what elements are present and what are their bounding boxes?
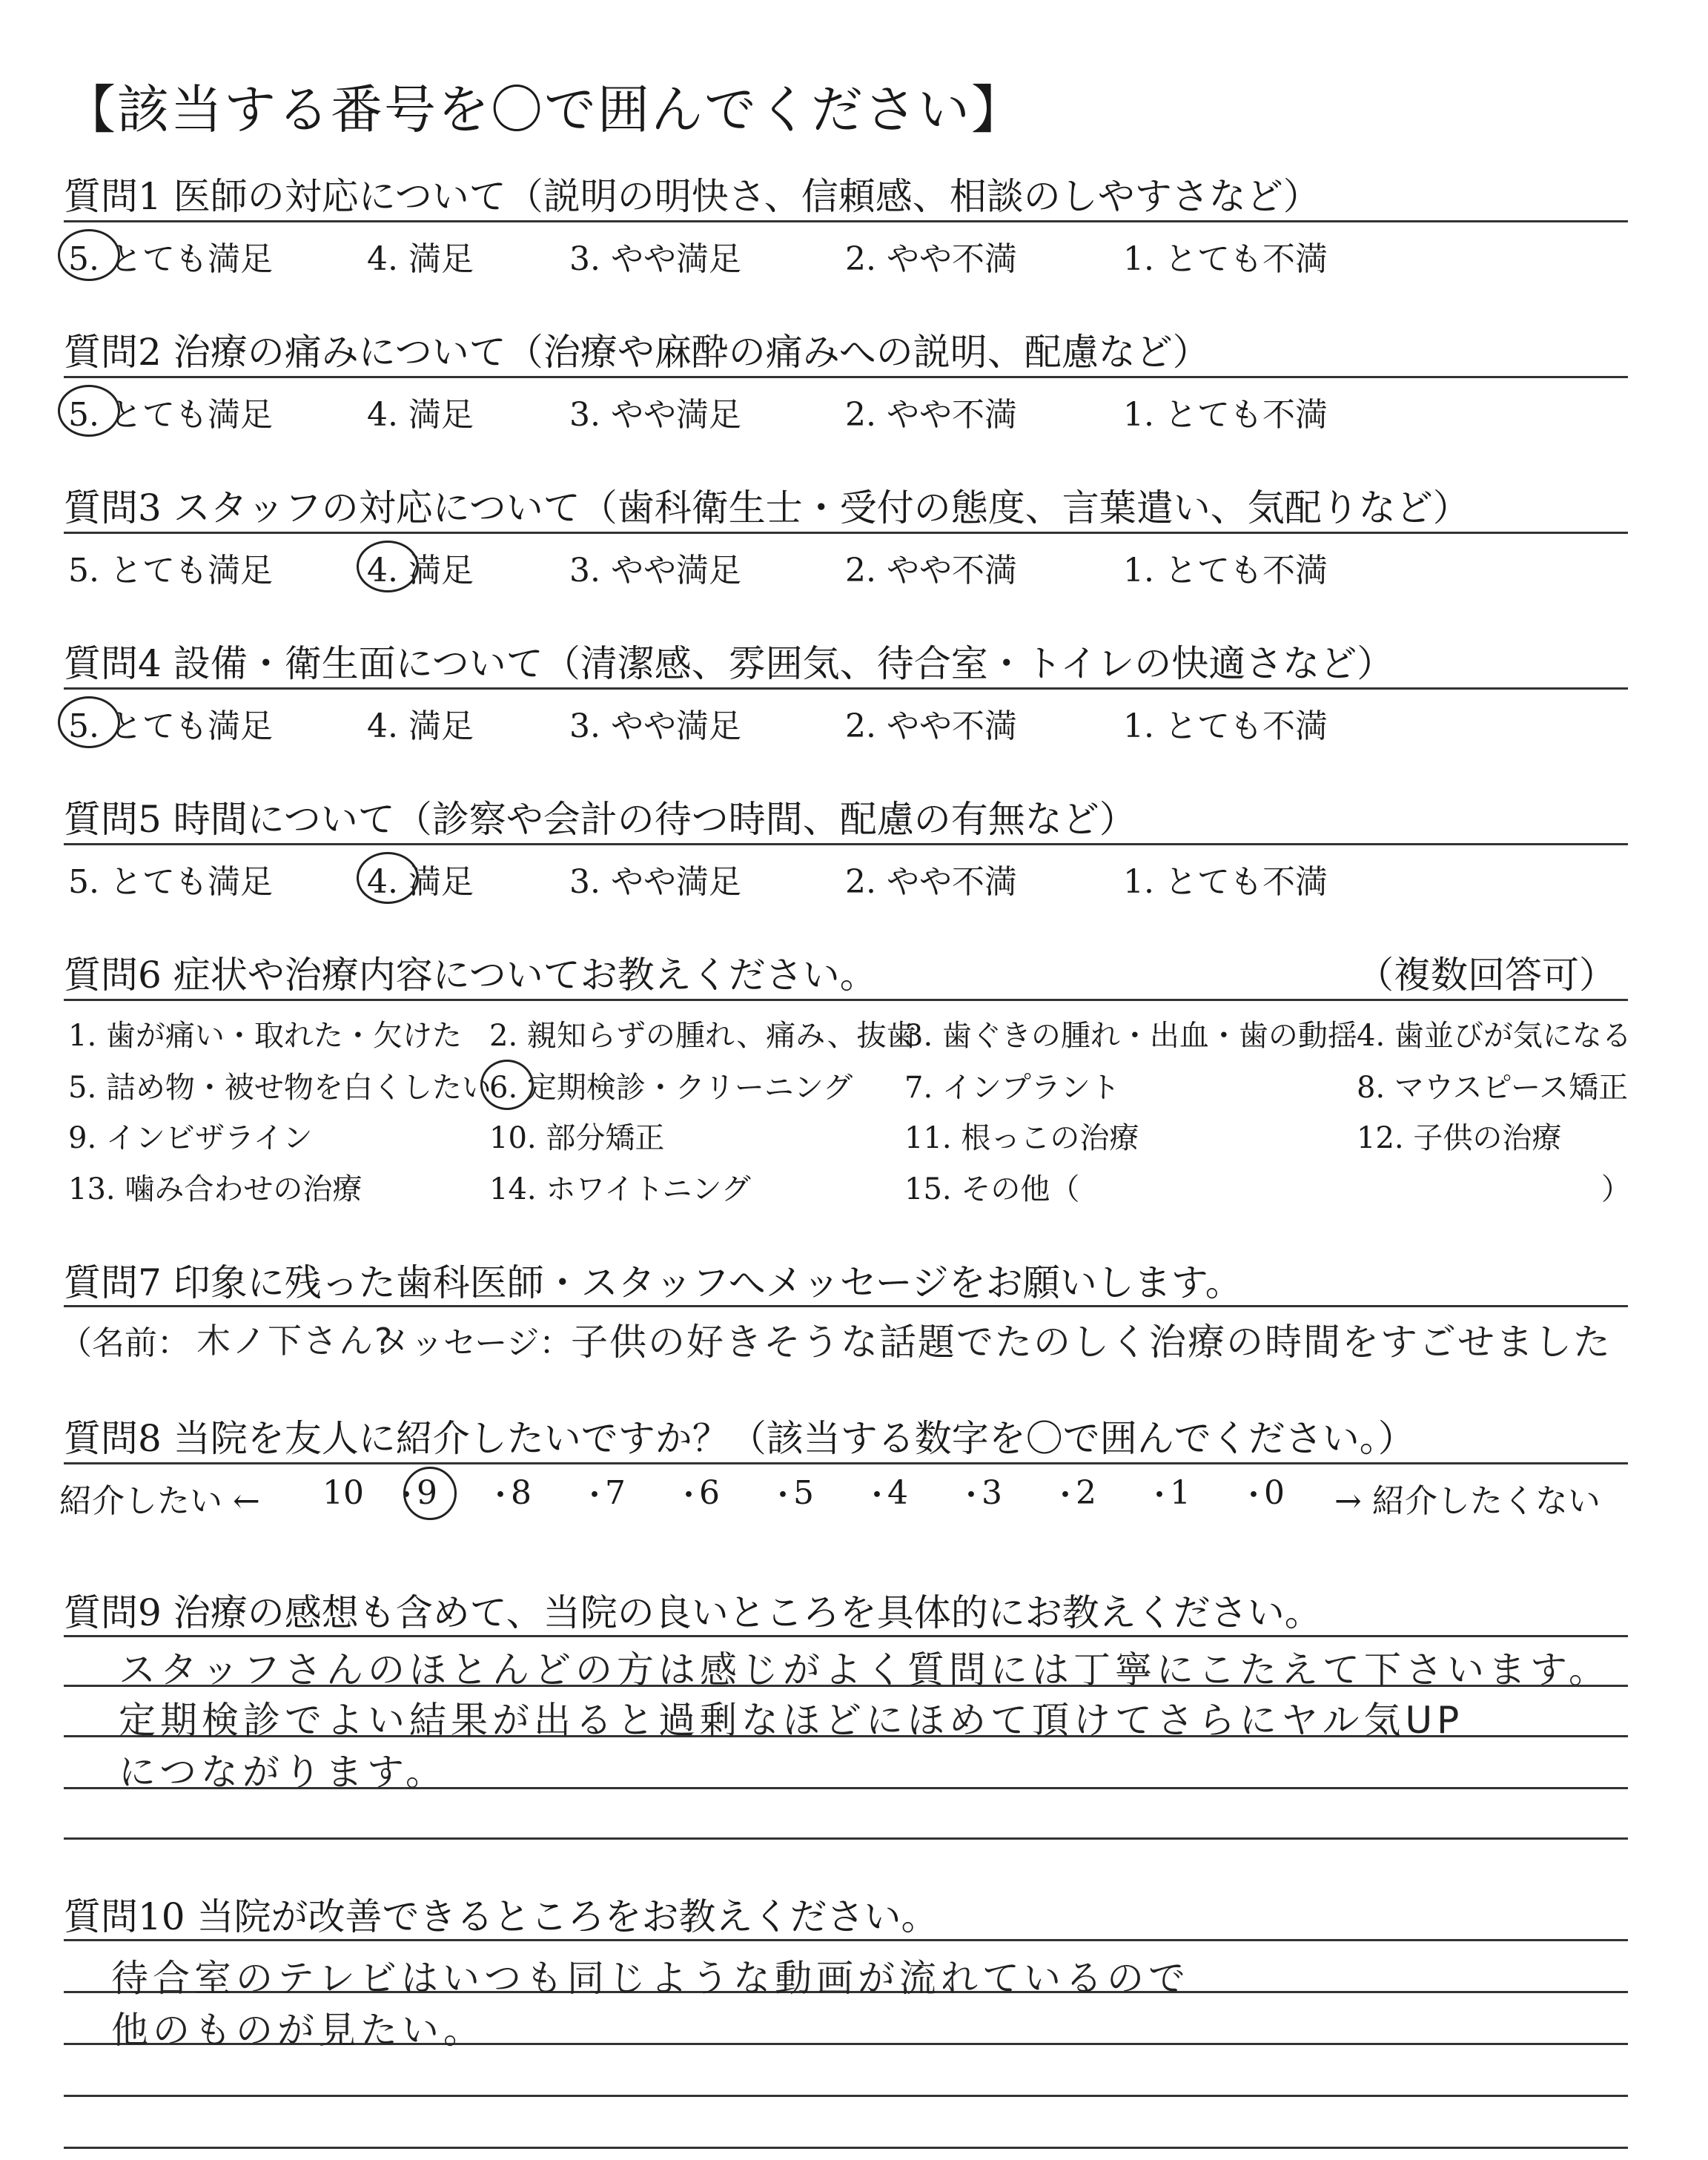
- selection-circle: [357, 852, 419, 904]
- symptom-option-8[interactable]: 8. マウスピース矯正: [1357, 1071, 1629, 1105]
- question-1-option-5[interactable]: 5. とても満足: [68, 240, 273, 278]
- question-6-label: 質問6 症状や治療内容についてお教えください。: [64, 954, 877, 997]
- selection-circle: [58, 229, 120, 281]
- question-1-option-1[interactable]: 1. とても不満: [1123, 240, 1328, 278]
- question-3-option-5[interactable]: 5. とても満足: [68, 552, 273, 589]
- question-4-rule: [64, 687, 1628, 690]
- question-3-option-4[interactable]: 4. 満足: [367, 552, 474, 589]
- symptom-option-12[interactable]: 12. 子供の治療: [1357, 1121, 1562, 1155]
- message-label: メッセージ：: [378, 1324, 572, 1362]
- question-9-label: 質問9 治療の感想も含めて、当院の良いところを具体的にお教えください。: [64, 1591, 1322, 1634]
- symptom-option-6[interactable]: 6. 定期検診・クリーニング: [489, 1071, 853, 1105]
- question-10-line-4: [64, 2095, 1628, 2097]
- question-1-label: 質問1 医師の対応について（説明の明快さ、信頼感、相談のしやすさなど）: [64, 175, 1320, 218]
- symptom-option-10[interactable]: 10. 部分矯正: [489, 1121, 665, 1155]
- question-9-answer-line-1[interactable]: スタッフさんのほとんどの方は感じがよく質問には丁寧にこたえて下さいます。: [119, 1648, 1610, 1691]
- question-4-option-4[interactable]: 4. 満足: [367, 707, 474, 745]
- scale-right-label: → 紹介したくない: [1334, 1482, 1601, 1520]
- scale-dot: ・: [485, 1477, 517, 1513]
- symptom-option-13[interactable]: 13. 噛み合わせの治療: [68, 1172, 363, 1206]
- question-2-rule: [64, 376, 1628, 378]
- symptom-selection-circle: [480, 1060, 534, 1110]
- scale-selection-circle: [403, 1467, 457, 1520]
- question-3-option-2[interactable]: 2. やや不満: [845, 552, 1017, 589]
- scale-value-3[interactable]: 3: [982, 1474, 1002, 1512]
- scale-value-8[interactable]: 8: [511, 1474, 532, 1512]
- question-5-rule: [64, 843, 1628, 845]
- name-label: （名前：: [59, 1324, 190, 1362]
- scale-value-6[interactable]: 6: [699, 1474, 720, 1512]
- question-3-rule: [64, 532, 1628, 534]
- scale-dot: ・: [1238, 1477, 1270, 1513]
- question-2-option-5[interactable]: 5. とても満足: [68, 396, 273, 434]
- question-5-option-1[interactable]: 1. とても不満: [1123, 863, 1328, 901]
- question-5-option-5[interactable]: 5. とても満足: [68, 863, 273, 901]
- question-5-option-3[interactable]: 3. やや満足: [569, 863, 741, 901]
- question-9-line-5: [64, 1837, 1628, 1840]
- scale-value-2[interactable]: 2: [1076, 1474, 1096, 1512]
- symptom-option-4[interactable]: 4. 歯並びが気になる: [1357, 1019, 1632, 1053]
- scale-value-7[interactable]: 7: [605, 1474, 626, 1512]
- selection-circle: [58, 385, 120, 437]
- scale-dot: ・: [391, 1477, 423, 1513]
- symptom-option-11[interactable]: 11. 根っこの治療: [904, 1121, 1139, 1155]
- question-6-rule: [64, 999, 1628, 1001]
- question-1-rule: [64, 220, 1628, 222]
- scale-dot: ・: [1144, 1477, 1176, 1513]
- scale-dot: ・: [673, 1477, 705, 1513]
- question-3-option-3[interactable]: 3. やや満足: [569, 552, 741, 589]
- question-4-label: 質問4 設備・衛生面について（清潔感、雰囲気、待合室・トイレの快適さなど）: [64, 642, 1394, 685]
- scale-value-1[interactable]: 1: [1170, 1474, 1191, 1512]
- question-9-answer-line-3[interactable]: につながります。: [119, 1751, 447, 1794]
- question-10-label: 質問10 当院が改善できるところをお教えください。: [64, 1895, 939, 1938]
- scale-dot: ・: [1050, 1477, 1082, 1513]
- question-4-option-5[interactable]: 5. とても満足: [68, 707, 273, 745]
- question-10-line-5: [64, 2147, 1628, 2149]
- scale-value-0[interactable]: 0: [1264, 1474, 1285, 1512]
- scale-dot: ・: [956, 1477, 987, 1513]
- symptom-option-2[interactable]: 2. 親知らずの腫れ、痛み、抜歯: [489, 1019, 916, 1053]
- question-5-option-4[interactable]: 4. 満足: [367, 863, 474, 901]
- symptom-other-close: ）: [1601, 1172, 1631, 1206]
- question-1-option-3[interactable]: 3. やや満足: [569, 240, 741, 278]
- question-5-option-2[interactable]: 2. やや不満: [845, 863, 1017, 901]
- question-1-option-4[interactable]: 4. 満足: [367, 240, 474, 278]
- symptom-option-14[interactable]: 14. ホワイトニング: [489, 1172, 751, 1206]
- question-4-option-2[interactable]: 2. やや不満: [845, 707, 1017, 745]
- name-value[interactable]: 木ノ下さん?: [196, 1321, 394, 1361]
- question-6-note: （複数回答可）: [1357, 954, 1616, 997]
- scale-value-5[interactable]: 5: [793, 1474, 814, 1512]
- scale-dot: ・: [767, 1477, 799, 1513]
- question-4-option-3[interactable]: 3. やや満足: [569, 707, 741, 745]
- question-10-answer-line-2[interactable]: 他のものが見たい。: [111, 2009, 485, 2052]
- scale-value-4[interactable]: 4: [887, 1474, 908, 1512]
- question-9-answer-line-2[interactable]: 定期検診でよい結果が出ると過剰なほどにほめて頂けてさらにヤル気UP: [119, 1699, 1464, 1742]
- question-2-option-1[interactable]: 1. とても不満: [1123, 396, 1328, 434]
- question-7-rule: [64, 1305, 1628, 1307]
- question-2-option-4[interactable]: 4. 満足: [367, 396, 474, 434]
- selection-circle: [58, 696, 120, 748]
- scale-dot: ・: [861, 1477, 893, 1513]
- scale-left-label: 紹介したい ←: [59, 1482, 260, 1520]
- symptom-option-15[interactable]: 15. その他（: [904, 1172, 1080, 1206]
- question-3-option-1[interactable]: 1. とても不満: [1123, 552, 1328, 589]
- symptom-option-9[interactable]: 9. インビザライン: [68, 1121, 313, 1155]
- question-2-label: 質問2 治療の痛みについて（治療や麻酔の痛みへの説明、配慮など）: [64, 331, 1210, 374]
- scale-dot: ・: [579, 1477, 611, 1513]
- question-4-option-1[interactable]: 1. とても不満: [1123, 707, 1328, 745]
- page-title: 【該当する番号を〇で囲んでください】: [64, 79, 1025, 140]
- question-10-answer-line-1[interactable]: 待合室のテレビはいつも同じような動画が流れているので: [111, 1957, 1190, 2000]
- question-9-line-1: [64, 1635, 1628, 1637]
- symptom-option-1[interactable]: 1. 歯が痛い・取れた・欠けた: [68, 1019, 462, 1053]
- symptom-option-3[interactable]: 3. 歯ぐきの腫れ・出血・歯の動揺: [904, 1019, 1357, 1053]
- question-1-option-2[interactable]: 2. やや不満: [845, 240, 1017, 278]
- scale-value-10[interactable]: 10: [322, 1474, 364, 1512]
- question-8-label: 質問8 当院を友人に紹介したいですか？（該当する数字を〇で囲んでください。）: [64, 1417, 1415, 1460]
- scale-value-9[interactable]: 9: [417, 1474, 437, 1512]
- symptom-option-7[interactable]: 7. インプラント: [904, 1071, 1120, 1105]
- question-2-option-2[interactable]: 2. やや不満: [845, 396, 1017, 434]
- question-7-label: 質問7 印象に残った歯科医師・スタッフへメッセージをお願いします。: [64, 1261, 1242, 1304]
- question-3-label: 質問3 スタッフの対応について（歯科衛生士・受付の態度、言葉遣い、気配りなど）: [64, 486, 1470, 529]
- question-5-label: 質問5 時間について（診察や会計の待つ時間、配慮の有無など）: [64, 798, 1136, 841]
- question-8-rule: [64, 1462, 1628, 1464]
- selection-circle: [357, 541, 419, 592]
- symptom-option-5[interactable]: 5. 詰め物・被せ物を白くしたい: [68, 1071, 491, 1105]
- question-2-option-3[interactable]: 3. やや満足: [569, 396, 741, 434]
- question-10-line-1: [64, 1939, 1628, 1941]
- message-value[interactable]: 子供の好きそうな話題でたのしく治療の時間をすごせました: [571, 1321, 1612, 1364]
